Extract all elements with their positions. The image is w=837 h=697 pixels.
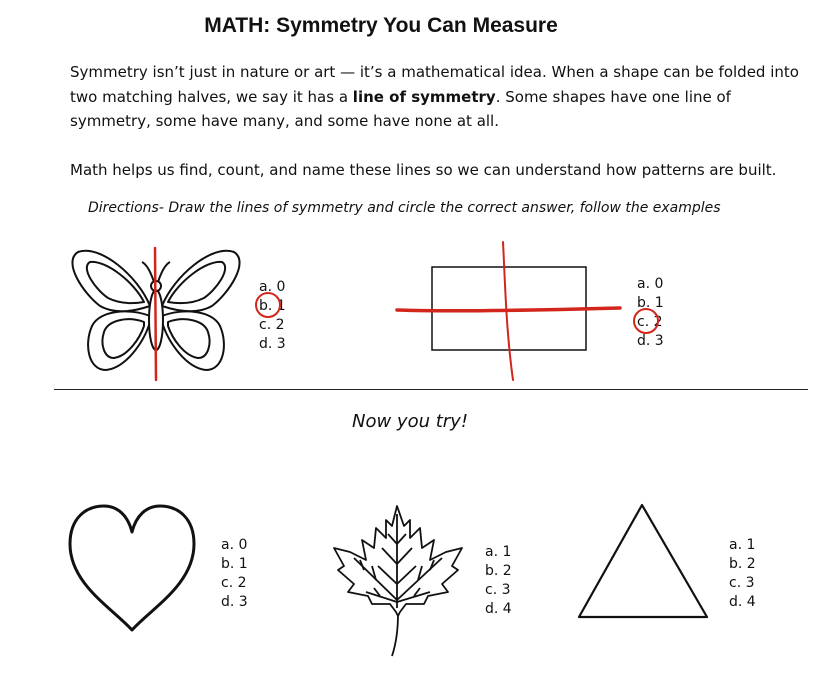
choice-c[interactable]: c. 2 [259,317,285,333]
choice-b[interactable]: b. 2 [485,563,512,579]
answer-circle-mark [255,292,281,318]
choice-c[interactable]: c. 2 [221,575,247,591]
intro-text [70,60,800,182]
page-title: MATH: Symmetry You Can Measure [204,14,558,37]
choice-a[interactable]: a. 0 [221,537,248,553]
choice-a[interactable]: a. 0 [637,276,664,292]
heart-figure [68,504,196,632]
butterfly-figure [70,246,242,382]
rectangle-figure [396,240,622,382]
intro-paragraph-2: Math helps us find, count, and name these lines so we can understand how patterns are built. [70,160,777,179]
choice-a[interactable]: a. 0 [259,279,286,295]
directions: Directions- Draw the lines of symmetry and circle the correct answer, follow the examples [88,200,721,216]
choice-d[interactable]: d. 4 [729,594,756,610]
choice-d[interactable]: d. 3 [259,336,286,352]
choice-c[interactable]: c. 3 [485,582,511,598]
rectangle-horizontal-symmetry-line [397,308,620,311]
choice-b[interactable]: b. 1 [637,295,664,311]
key-term: line of symmetry [352,87,496,106]
answer-circle-mark [633,308,659,334]
choice-b[interactable]: b. 2 [729,556,756,572]
rectangle-answer-choices [637,275,664,351]
choice-d[interactable]: d. 3 [637,333,664,349]
choice-c[interactable]: c. 2 [637,313,664,332]
choice-c[interactable]: c. 3 [729,575,755,591]
choice-a[interactable]: a. 1 [485,544,512,560]
choice-a[interactable]: a. 1 [729,537,756,553]
butterfly-symmetry-line [155,248,156,380]
intro-paragraph-1: Symmetry isn’t just in nature or art — it’s a mathematical idea. When a shape can be folded into two matching halves, we say it has a line of symmetry. Some shapes have one line of symmetry, some have many, and some have none at all. [70,63,799,130]
choice-d[interactable]: d. 3 [221,594,248,610]
heart-answer-choices [221,536,248,612]
choice-b[interactable]: b. 1 [221,556,248,572]
section-heading: Now you try! [352,411,469,432]
maple-leaf-figure [330,504,464,658]
section-divider [54,389,808,390]
choice-b[interactable]: b. 1 [259,297,286,316]
triangle-figure [576,502,710,620]
maple-leaf-answer-choices [485,543,512,619]
triangle-answer-choices [729,536,756,612]
butterfly-answer-choices [259,278,286,354]
choice-d[interactable]: d. 4 [485,601,512,617]
